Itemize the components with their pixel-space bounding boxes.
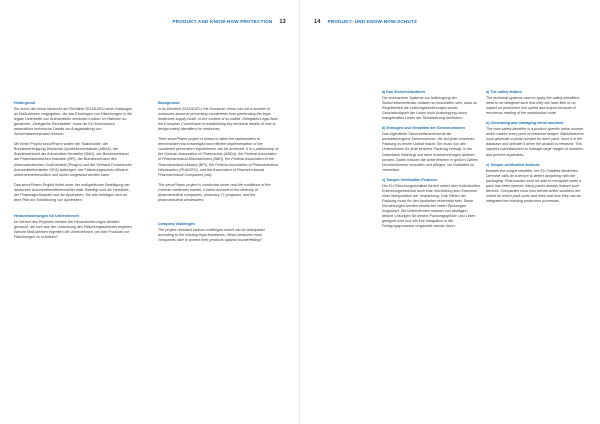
right-page [300,0,600,424]
paragraph: The project revealed various challenges which can be anticipated according to the existing legal framework. What measures must companies take to protect their products against counterfeiting? [158,227,265,242]
paragraph: Die EU-Fälschungsrichtlinie fordert neben dem individuellen Erkennungsmerkmal auch eine Vorrichtung zum Erkennen einer Manipulation der Verpackung. Das Öffnen der Packung muss für den Apotheker erkennbar sein. Diese Vorrichtungen werden bereits bei vielen Packungen eingesetzt. Die Unternehmen müssen nun abwägen, welche Lösungen für welche Packungsgrößen und Linien geeignet sind und wie ihre Integration in die Fertigungsprozesse umgesetzt werden kann. [382,183,480,229]
paragraph: The securPharm project is conducted under real-life conditions of the German medicines market. It takes account of the diversity of pharmaceutical companies, pharmacy IT programs, and the pharmaceutical wholesalers. [158,182,271,202]
paragraph: In its Directive 2011/62/EU, the European Union has set a number of measures aimed at preventing counterfeits from penetrating the legal medicines supply chain. In the context of so-called „Delegated Legal Acts“, the European Commission is establishing key technical details of how to design safety identifiers for medicines. [158,107,280,132]
left-page-number: 13 [279,19,286,25]
heading-safety-feature: a) The safety feature [486,90,522,94]
column-english-challenges [486,90,586,209]
paragraph: Mit Ihrem Projekt securPharm wollen die Stakeholder, die Bundesvereinigung Deutscher Apothekenverbände (ABDA), der Bundesverband der Arzneimittel-Hersteller (BAH), der Bundesverband der Pharmazeutischen Industrie (BPI), der Bundesverband des pharmazeutischen Großhandels (Phagro) und der Verband Forschender Arzneimittelhersteller (VFA) aufzeigen, wie Fälschungsschutz effizient, unternehmerfreundlich und sicher umgesetzt werden kann. [14,142,132,177]
right-page-number: 14 [314,19,321,25]
paragraph: Die technischen Systeme zur Aufbringung der Sicherheitsmerkmale müssen so beschaffen sein, dass im Regelbetrieb die Leistungsbeziehungen weder Geschwindigkeit der Linien noch Ausbringung durch mangelhaftes Lesen der Serialisierung behindern. [382,96,477,121]
paragraph: The core safety identifier is a product-specific serial number which makes every pack of medicine unique. Manufacturers must generate a serial number for each pack, store it in the database and activate it when the product is released. This requires manufacturers to manage large ranges of numbers and prevent duplicates. [486,127,584,157]
right-header-title: PRODUKT- UND KNOW-HOW-SCHUTZ [327,19,417,24]
heading-tamper-verification-en: c) Tamper verification features [486,162,540,167]
column-german-background [14,101,134,245]
column-english-background [158,101,280,248]
right-page-header [314,19,417,25]
heading-company-challenges: Company challenges [158,221,195,226]
paragraph: Das securPharm-Projekt findet unter der maßgeblichen Beteiligung der deutschen Arzneimittelmittelhersteller statt. Beteiligt sind die Hersteller, der Pharmagroßhandel und die Apotheken. Sie alle beteiligen sich an dem Pilot zur Entwicklung von Apotheken. [14,182,130,202]
paragraph: Besides the unique identifier, the EU Falsified Medicines Directive calls for a device to detect tampering with the packaging. Pharmacists must be able to recognize when a pack has been opened. Many packs already feature such devices. Companies must now decide which solutions are suited for which pack sizes and lines and how they can be integrated into existing production processes. [486,168,582,203]
paragraph: Ein durch die Union fachnicht der Richtlinie 2011/62/EU einen Katalogen an Maßnahmen vorgegeben, die das Eindringen von Fälschungen in die legale Lieferkette von Arzneimitteln verhindern sollen. Im Rahmen so genannter „Delegierter Rechtsakte“ muss die EU-Kommission wesentliche technische Details zur Ausgestaltung von Sicherheitsmerkmalen fixieren. [14,107,133,137]
left-header-title: PRODUKT AND KNOW-HOW PROTECTION [172,19,273,24]
heading-herausforderungen: Herausforderungen für Unternehmen [14,213,79,218]
paragraph: Their securPharm project is meant to allow the stakeholders to demonstrate how meaningful and efficient implementation of the counterfeit prevention requirements can be achieved. It is a partnership of the German Association of Pharmacists (ABDA), the Federal Association of Pharmaceutical Manufacturers (BAH), the Federal Association of the Pharmaceutical Industry (BPI), the Federal Association of Pharmaceutical Wholesalers (PHAGRO), and the Association of Research-based Pharmaceutical Companies (vfa). [158,137,279,177]
paragraph: Das eigentliche Sicherheitsmerkmal ist die produktbezogene Seriennummer, die auf jeder einzelnen Packung zu einem Unikat macht. Sie muss von den Unternehmen für jede einzelne Packung erzeugt, in der Datenbank hinterlegt und beim Inverkehrbringen aktiviert werden. Dabei müssen die Unternehmen in großen Zahlen Nummernkreise verwalten und pflegen, um Dubletten zu vermeiden. [382,132,478,172]
heading-hintergrund: Hintergrund [14,101,36,105]
paragraph: The technical systems used to apply the safety identifiers need to be designed such that they will have little or no impact on production line speed and output because of erroneous reading of the serialization code. [486,96,580,116]
heading-seriennummern: b) Erzeugen und Verwalten der Seriennummern [382,126,465,131]
heading-sicherheitsetikett: a) Das Sicherheitsetikett [382,90,425,94]
heading-tamper-verification-de: c) Tamper-Verification-Features [382,177,438,182]
paragraph: Im Verlauf des Projektes werden die Herausforderungen deutlich gemacht, die sich aus der Umsetzung des Fälschungsschutzes ergeben. Welche Maßnahmen ergreifen die Unternehmen, um ihre Produkte vor Fälschungen zu schützen? [14,219,133,240]
heading-background: Background [158,101,180,105]
heading-serial-numbers: b) Generating and managing serial numbers [486,121,564,126]
column-german-challenges [382,90,480,234]
left-page-header [173,19,286,25]
